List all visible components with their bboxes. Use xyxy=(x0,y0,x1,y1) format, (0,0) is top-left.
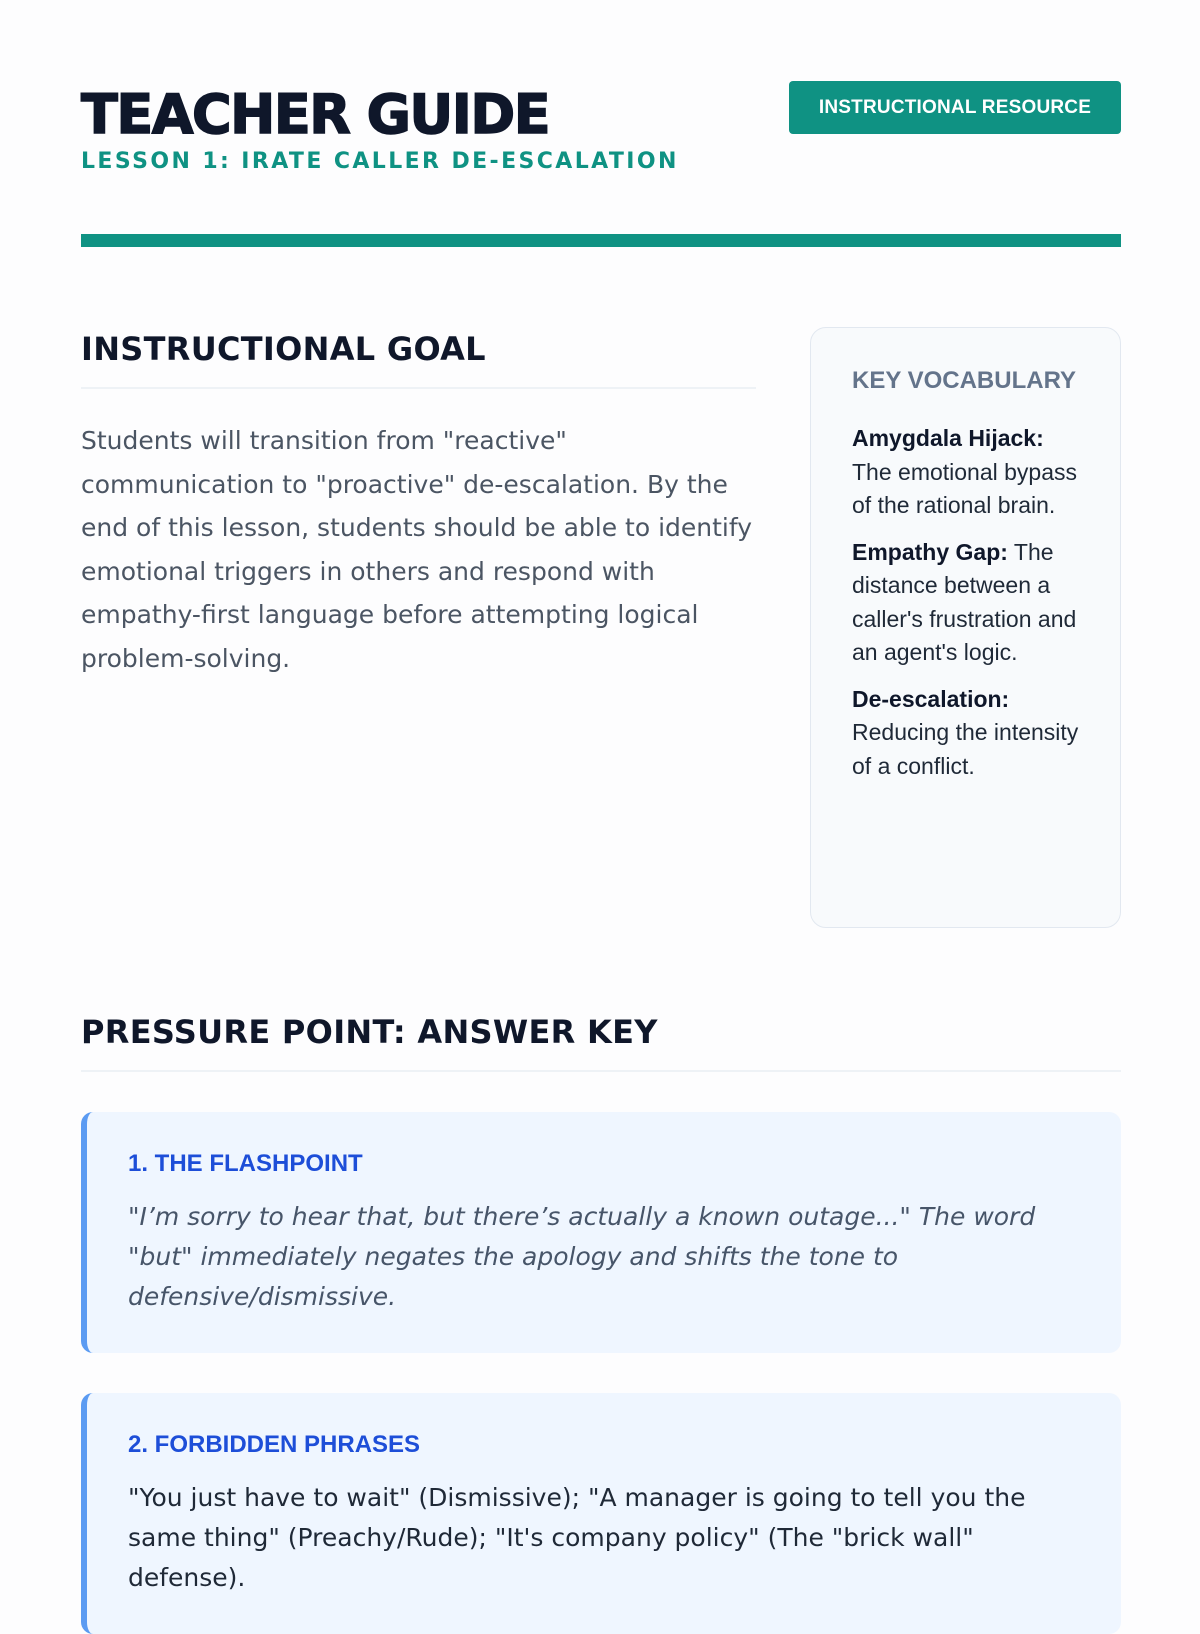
vocab-definition: Reducing the intensity of a conflict. xyxy=(852,719,1079,779)
key-vocabulary-title: KEY VOCABULARY xyxy=(852,367,1077,394)
vocab-term: Amygdala Hijack: xyxy=(852,425,1044,451)
answer-text: "You just have to wait" (Dismissive); "A manager is going to tell you the same thing" (Preachy/Rude); "It's company policy" (The "brick wall" defense). xyxy=(128,1483,1026,1592)
vocab-term: Empathy Gap: xyxy=(852,538,1008,565)
header-divider xyxy=(81,234,1121,247)
vocab-definition: The emotional bypass of the rational brain. xyxy=(852,458,1078,518)
section-divider xyxy=(81,387,756,389)
answer-key-heading: PRESSURE POINT: ANSWER KEY xyxy=(81,1013,658,1051)
answer-text: "I’m sorry to hear that, but there’s actually a known outage..." The word "but" immediately negates the apology and shifts the tone to defensive/dismissive. xyxy=(128,1202,1036,1311)
vocab-item-amygdala-hijack xyxy=(852,422,1080,523)
vocab-term: De-escalation: xyxy=(852,685,1010,712)
page-title: TEACHER GUIDE xyxy=(81,83,550,146)
answer-label: 1. THE FLASHPOINT xyxy=(128,1150,363,1177)
answer-label: 2. FORBIDDEN PHRASES xyxy=(128,1431,421,1458)
vocab-item-de-escalation xyxy=(852,683,1080,784)
answer-card-forbidden-phrases xyxy=(81,1393,1121,1634)
vocab-definition: The distance between a caller's frustration and an agent's logic. xyxy=(852,538,1077,665)
instructional-goal-section xyxy=(81,325,756,680)
instructional-goal-text: Students will transition from "reactive" communication to "proactive" de-escalation. By the end of this lesson, students should be able to identify emotional triggers in others and respond with empathy-first language before attempting logical problem-solving. xyxy=(81,426,753,673)
section-divider xyxy=(81,1070,1121,1072)
answer-card-flashpoint xyxy=(81,1112,1121,1353)
page-header xyxy=(81,79,1121,189)
lesson-subtitle: LESSON 1: IRATE CALLER DE-ESCALATION xyxy=(81,149,679,174)
answer-key-section xyxy=(81,1008,1121,1634)
instructional-goal-heading: INSTRUCTIONAL GOAL xyxy=(81,330,486,368)
key-vocabulary-card xyxy=(810,327,1121,928)
vocab-item-empathy-gap xyxy=(852,536,1080,670)
resource-badge: INSTRUCTIONAL RESOURCE xyxy=(789,81,1121,134)
